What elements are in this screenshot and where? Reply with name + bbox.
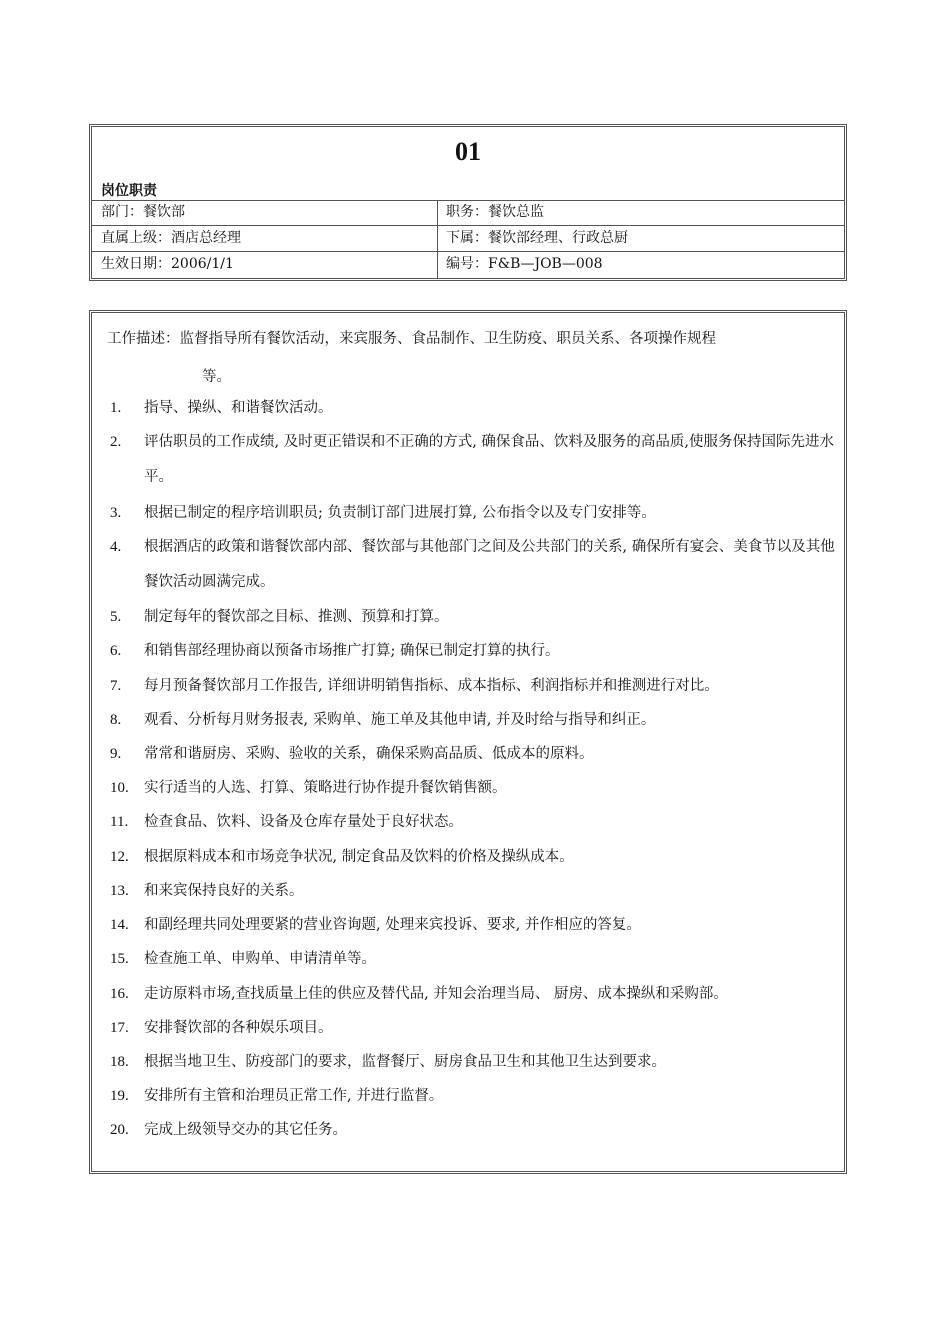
- list-item-text: 和来宾保持良好的关系。: [144, 883, 304, 899]
- effective-date-cell: 生效日期：2006/1/1: [92, 252, 438, 278]
- list-item-text: 根据原料成本和市场竞争状况, 制定食品及饮料的价格及操纵成本。: [144, 849, 574, 865]
- list-item-text: 检查食品、饮料、设备及仓库存量处于良好状态。: [144, 814, 463, 830]
- list-item-text: 和销售部经理协商以预备市场推广打算; 确保已制定打算的执行。: [144, 643, 560, 659]
- list-item-text: 和副经理共同处理要紧的营业咨询题, 处理来宾投诉、要求, 并作相应的答复。: [144, 917, 641, 933]
- list-item-number: 15.: [110, 951, 129, 967]
- position-cell: 职务：餐饮总监: [446, 204, 544, 220]
- table-row-supervisor: [92, 226, 844, 252]
- list-item-number: 19.: [110, 1088, 129, 1104]
- supervisor-cell: 直属上级：酒店总经理: [92, 226, 438, 251]
- list-item-text: 根据酒店的政策和谐餐饮部内部、餐饮部与其他部门之间及公共部门的关系, 确保所有宴会、美食节以及其他餐饮活动圆满完成。: [144, 539, 835, 590]
- list-item-number: 16.: [110, 986, 129, 1002]
- list-item-text: 走访原料市场,查找质量上佳的供应及替代品, 并知会治理当局、 厨房、成本操纵和采购部。: [144, 986, 728, 1002]
- section-title: 岗位职责: [101, 183, 157, 199]
- document-code-cell: 编号：F&B—JOB—008: [446, 256, 603, 272]
- list-item-number: 2.: [110, 434, 122, 450]
- list-item-text: 指导、操纵、和谐餐饮活动。: [144, 400, 333, 416]
- table-row-effective-date: [92, 252, 844, 278]
- list-item-text: 根据当地卫生、防疫部门的要求，监督餐厅、厨房食品卫生和其他卫生达到要求。: [144, 1054, 666, 1070]
- list-item-number: 10.: [110, 780, 129, 796]
- list-item-number: 17.: [110, 1020, 129, 1036]
- list-item-number: 12.: [110, 849, 129, 865]
- job-description-line-1: 工作描述：监督指导所有餐饮活动，来宾服务、食品制作、卫生防疫、职员关系、各项操作规程: [107, 331, 716, 347]
- job-info-table: [89, 124, 847, 281]
- list-item-text: 观看、分析每月财务报表, 采购单、施工单及其他申请, 并及时给与指导和纠正。: [144, 712, 656, 728]
- list-item-number: 9.: [110, 746, 122, 762]
- list-item-number: 14.: [110, 917, 129, 933]
- list-item-text: 制定每年的餐饮部之目标、推测、预算和打算。: [144, 609, 449, 625]
- list-item-text: 根据已制定的程序培训职员; 负责制订部门进展打算, 公布指令以及专门安排等。: [144, 505, 656, 521]
- doc-number: 01: [455, 137, 481, 166]
- list-item-number: 11.: [110, 814, 129, 830]
- list-item-text: 安排餐饮部的各种娱乐项目。: [144, 1020, 333, 1036]
- list-item-number: 7.: [110, 678, 122, 694]
- list-item-text: 评估职员的工作成绩, 及时更正错误和不正确的方式, 确保食品、饮料及服务的高品质,使服务保持国际先进水平。: [144, 434, 835, 485]
- table-row-department: [92, 200, 844, 226]
- table-title-area: [92, 127, 844, 201]
- list-item-text: 每月预备餐饮部月工作报告, 详细讲明销售指标、成本指标、利润指标并和推测进行对比。: [144, 678, 719, 694]
- list-item-number: 5.: [110, 609, 122, 625]
- list-item-text: 常常和谐厨房、采购、验收的关系，确保采购高品质、低成本的原料。: [144, 746, 594, 762]
- list-item-text: 安排所有主管和治理员正常工作, 并进行监督。: [144, 1088, 444, 1104]
- list-item-number: 18.: [110, 1054, 129, 1070]
- list-item-text: 实行适当的人选、打算、策略进行协作提升餐饮销售额。: [144, 780, 507, 796]
- list-item-number: 3.: [110, 505, 122, 521]
- list-item-number: 13.: [110, 883, 129, 899]
- department-cell: 部门：餐饮部: [92, 200, 438, 225]
- list-item-number: 20.: [110, 1122, 129, 1138]
- job-description-line-2: 等。: [202, 369, 231, 385]
- list-item-text: 检查施工单、申购单、申请清单等。: [144, 951, 376, 967]
- list-item-number: 1.: [110, 400, 122, 416]
- list-item-number: 8.: [110, 712, 122, 728]
- list-item-number: 4.: [110, 539, 122, 555]
- list-item-text: 完成上级领导交办的其它任务。: [144, 1122, 347, 1138]
- subordinates-cell: 下属：餐饮部经理、行政总厨: [446, 230, 628, 246]
- job-description-box: [89, 310, 847, 1174]
- list-item-number: 6.: [110, 643, 122, 659]
